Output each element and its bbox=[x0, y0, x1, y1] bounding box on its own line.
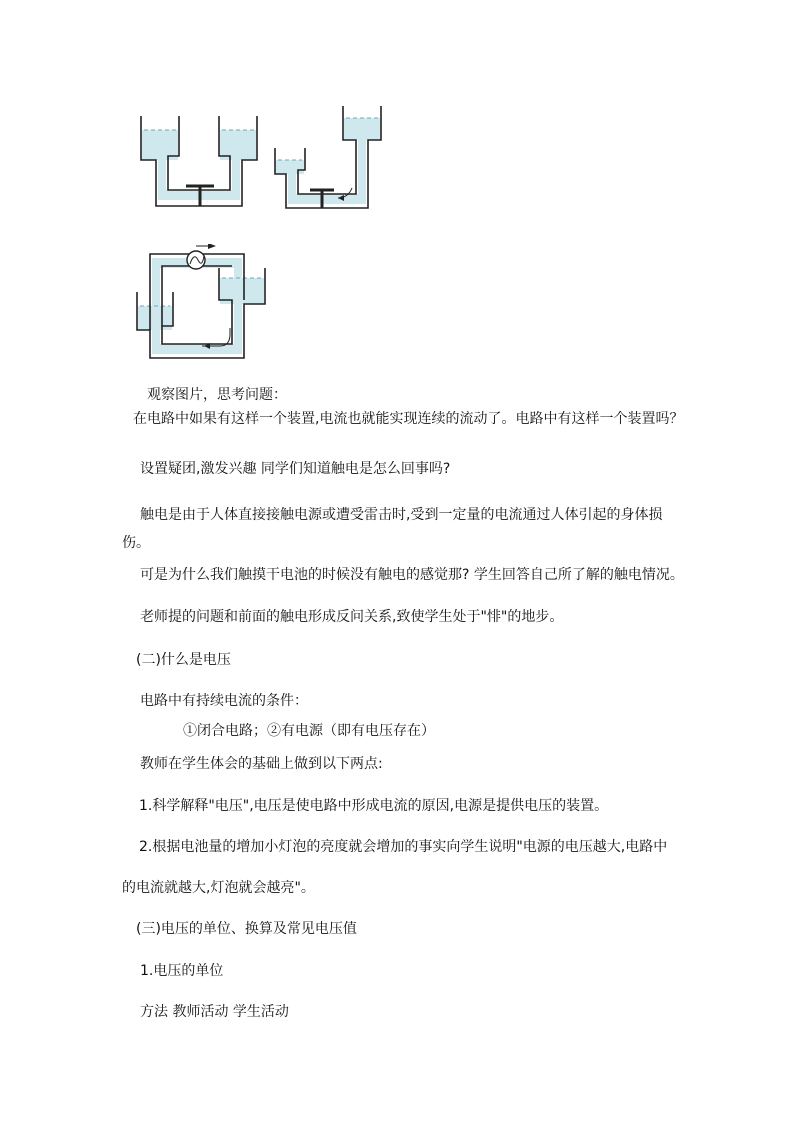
paragraph-conditions: 电路中有持续电流的条件： bbox=[140, 693, 308, 709]
paragraph-point-2-line2: 的电流就越大,灯泡就会越亮"。 bbox=[122, 880, 315, 896]
figure-connected-vessels-unequal bbox=[272, 104, 387, 214]
subheading-voltage-unit: 1.电压的单位 bbox=[140, 963, 224, 979]
paragraph-suspense: 设置疑团,激发兴趣 同学们知道触电是怎么回事吗? bbox=[140, 461, 451, 477]
paragraph-teacher-question: 老师提的问题和前面的触电形成反问关系,致使学生处于"悱"的地步。 bbox=[140, 609, 564, 625]
paragraph-electric-shock-line1: 触电是由于人体直接接触电源或遭受雷击时,受到一定量的电流通过人体引起的身体损 bbox=[140, 507, 663, 523]
paragraph-battery-question: 可是为什么我们触摸干电池的时候没有触电的感觉那? 学生回答自己所了解的触电情况。 bbox=[140, 567, 684, 583]
paragraph-teacher-points: 教师在学生体会的基础上做到以下两点: bbox=[140, 756, 383, 772]
figure-vessels-with-pump bbox=[134, 244, 274, 366]
paragraph-observe: 观察图片，思考问题： bbox=[147, 387, 287, 403]
paragraph-point-2-line1: 2.根据电池量的增加小灯泡的亮度就会增加的事实向学生说明"电源的电压越大,电路中 bbox=[139, 839, 668, 855]
section-heading-voltage-units: (三)电压的单位、换算及常见电压值 bbox=[136, 921, 357, 937]
paragraph-conditions-list: ①闭合电路；②有电源（即有电压存在） bbox=[183, 723, 435, 739]
paragraph-device-question: 在电路中如果有这样一个装置,电流也就能实现连续的流动了。电路中有这样一个装置吗？ bbox=[133, 411, 684, 427]
paragraph-electric-shock-line2: 伤。 bbox=[122, 535, 150, 551]
paragraph-point-1: 1.科学解释"电压",电压是使电路中形成电流的原因,电源是提供电压的装置。 bbox=[139, 798, 609, 814]
section-heading-what-is-voltage: (二)什么是电压 bbox=[136, 652, 231, 668]
paragraph-method-activities: 方法 教师活动 学生活动 bbox=[140, 1004, 289, 1020]
figure-connected-vessels-equal bbox=[138, 112, 268, 212]
